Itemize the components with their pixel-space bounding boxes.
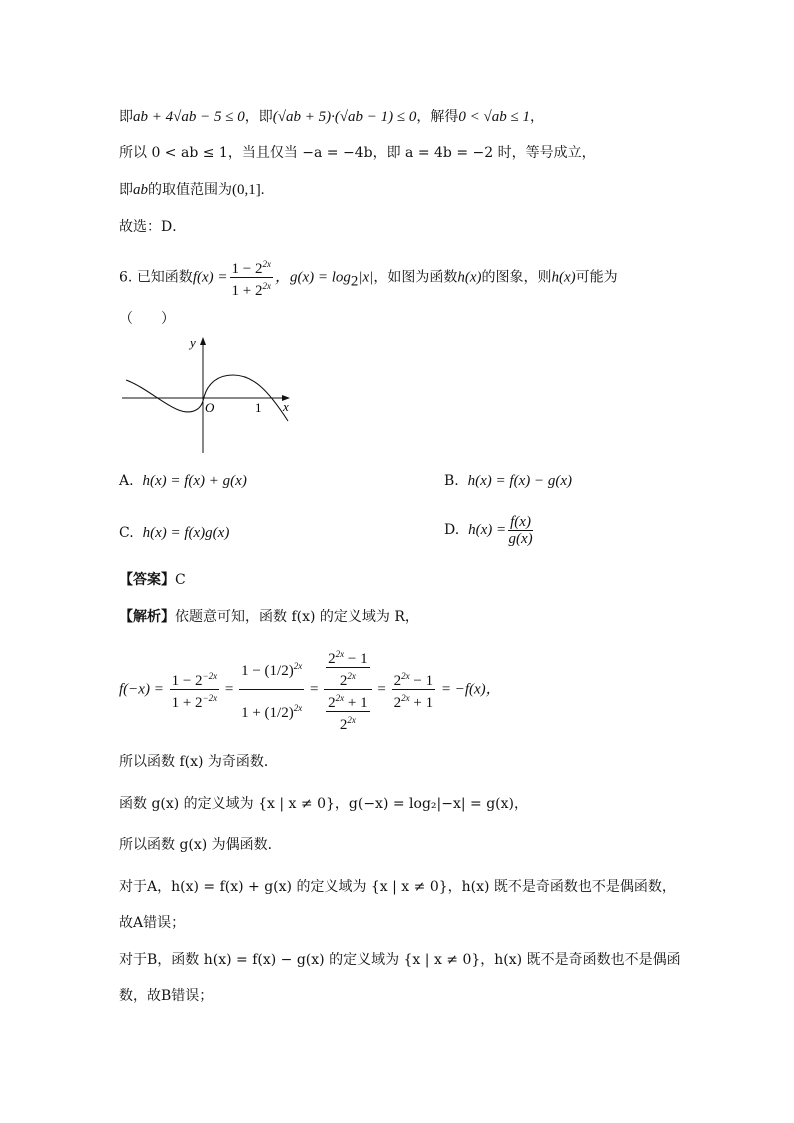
- eq-frac-2: $\frac{1 - (1/2)^{2x}}{1 + (1/2)^{2x}}$: [239, 648, 304, 731]
- f-fraction: $\frac{1 - 2^{2x}}{1 + 2^{2x}}$: [230, 256, 273, 299]
- analysis-line-7: 对于B，函数 h(x) = f(x) − g(x) 的定义域为 {x | x ≠ 0}，h(x) 既不是奇函数也不是偶函: [119, 952, 681, 968]
- text: 可能为: [575, 269, 618, 286]
- analysis-line-4: 所以函数 g(x) 为偶函数．: [119, 837, 282, 853]
- option-expr: h(x) = f(x) − g(x): [467, 473, 573, 489]
- solution-line-4: 故选：D．: [119, 219, 187, 235]
- option-a[interactable]: [119, 471, 247, 491]
- answer-paren: （ ）: [119, 311, 175, 327]
- text: 即: [119, 182, 133, 198]
- answer-label: 【答案】: [119, 572, 175, 588]
- range: (0,1].: [232, 182, 265, 198]
- y-axis-label: y: [190, 335, 196, 350]
- function-graph: [118, 335, 298, 457]
- question-number: 6.: [119, 269, 133, 286]
- option-label: B.: [444, 473, 459, 489]
- option-c[interactable]: [119, 523, 229, 543]
- eq-frac-1: $\frac{1 - 2^{-2x}}{1 + 2^{-2x}}$: [170, 668, 220, 711]
- analysis-line-2: 所以函数 f(x) 为奇函数．: [119, 754, 278, 770]
- tick-label: 1: [255, 400, 262, 415]
- option-label: C.: [119, 525, 134, 541]
- option-label: A.: [119, 473, 134, 489]
- text: ，如图为函数: [373, 269, 458, 286]
- solution-line-2: 所以 0 < ab ≤ 1，当且仅当 −a = −4b，即 a = 4b = −2 时，等号成立，: [119, 145, 596, 161]
- solution-line-1: [119, 107, 544, 127]
- text: ，: [529, 109, 544, 125]
- h-ref: h(x): [457, 269, 482, 286]
- text: 的图象，则: [481, 269, 552, 286]
- solution-line-3: [119, 180, 265, 200]
- eq-frac-4: $\frac{2^{2x} - 1}{2^{2x} + 1}$: [392, 668, 435, 711]
- text: ，即: [244, 109, 273, 125]
- analysis-label: 【解析】: [119, 609, 175, 625]
- option-expr: h(x) =: [468, 522, 507, 538]
- origin-label: O: [205, 400, 215, 415]
- g-arg: |x|: [358, 269, 374, 286]
- question-stem: [119, 256, 618, 299]
- option-expr: h(x) = f(x) + g(x): [142, 473, 247, 489]
- text: 即: [119, 109, 133, 125]
- answer-line: [119, 570, 186, 590]
- eq-lhs: f(−x) =: [119, 681, 164, 698]
- analysis-line-1: [119, 607, 419, 627]
- text: 的取值范围为: [148, 182, 232, 198]
- answer-value: C: [175, 572, 186, 588]
- x-axis-label: x: [283, 399, 289, 414]
- eq-frac-3: $\frac{\frac{2^{2x} - 1}{2^{2x}}}{\frac{2^{2x} + 1}{2^{2x}}}$: [324, 646, 371, 733]
- eq-rhs: = −f(x)，: [440, 681, 501, 698]
- h-ref: h(x): [551, 269, 576, 286]
- option-expr: h(x) = f(x)g(x): [142, 525, 230, 541]
- analysis-line-6: 故A错误；: [119, 915, 186, 931]
- option-d-fraction: $\frac{f(x)}{g(x)}$: [508, 513, 533, 547]
- analysis-line-8: 数，故B错误；: [119, 988, 214, 1004]
- option-d[interactable]: [444, 510, 535, 550]
- analysis-line-5: 对于A，h(x) = f(x) + g(x) 的定义域为 {x | x ≠ 0}，h(x) 既不是奇函数也不是偶函数，: [119, 879, 676, 895]
- option-label: D.: [444, 522, 460, 538]
- factored-inequality: (√ab + 5)·(√ab − 1) ≤ 0: [272, 109, 417, 125]
- f-lhs: f(x) =: [192, 269, 228, 286]
- log-base: 2: [350, 273, 359, 290]
- text: 已知函数: [136, 269, 193, 286]
- option-b[interactable]: [444, 471, 572, 491]
- g-def: ，g(x) = log: [274, 269, 351, 286]
- variable: ab: [133, 182, 148, 198]
- text: 依题意可知，函数 f(x) 的定义域为 R，: [175, 609, 419, 625]
- y-axis-arrow: [200, 337, 206, 345]
- result-inequality: 0 < √ab ≤ 1: [458, 109, 530, 125]
- inequality: ab + 4√ab − 5 ≤ 0: [133, 109, 245, 125]
- analysis-line-3: 函数 g(x) 的定义域为 {x | x ≠ 0}，g(−x) = log₂|−x| = g(x)，: [119, 796, 528, 812]
- text: ，解得: [416, 109, 459, 125]
- parity-equation: f(−x) = $\frac{1 - 2^{-2x}}{1 + 2^{-2x}}$ = $\frac{1 - (1/2)^{2x}}{1 + (1/2)^{2x}}$ = $\frac{\frac{2^{2x} - 1}{2^{2x}}}{\frac{2^{2x} + 1}{2^{2x}}}$ = $\frac{2^{2x} - 1}{2^{2x} + 1}$ = −f(x)，: [119, 646, 501, 733]
